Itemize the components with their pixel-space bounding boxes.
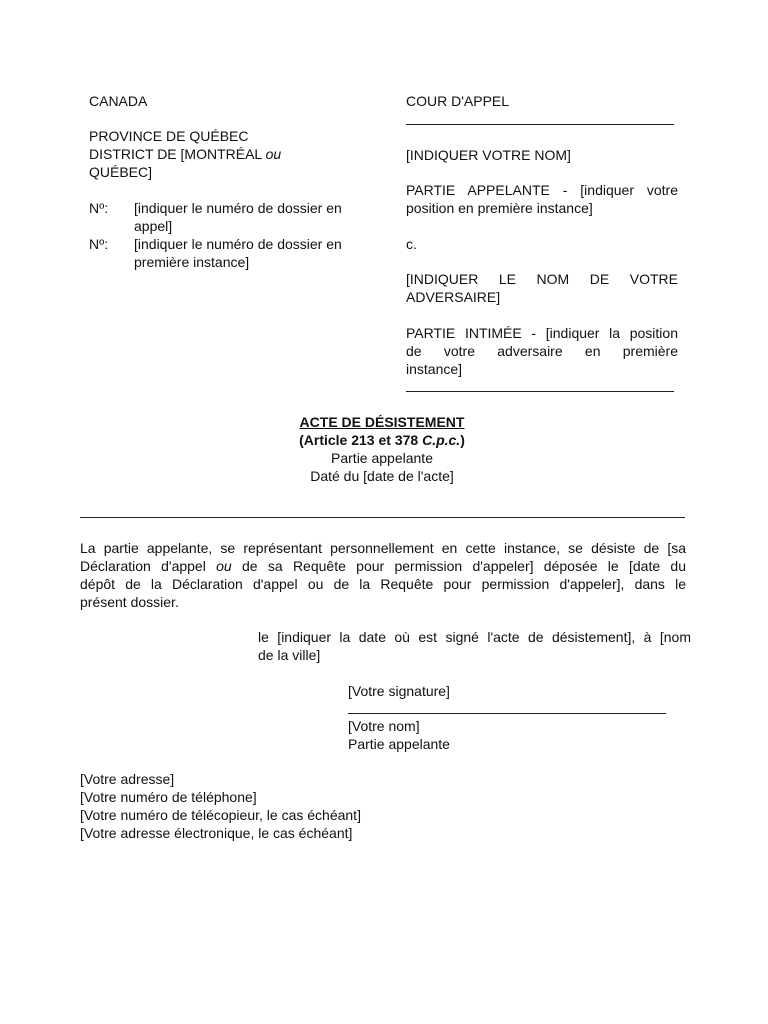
appellant-role: [406, 181, 678, 217]
parties-divider: [406, 391, 674, 392]
court-divider: [406, 124, 674, 125]
title-date: Daté du [date de l'acte]: [310, 468, 454, 484]
signature-line: [348, 713, 666, 714]
file-number-line: [indiquer le numéro de dossier en: [134, 200, 342, 216]
contact-email: [Votre adresse électronique, le cas échéant]: [80, 825, 353, 841]
article-prefix: (Article 213 et 378: [299, 432, 423, 448]
province-label: PROVINCE DE QUÉBEC: [89, 128, 249, 144]
district-prefix: DISTRICT DE [MONTRÉAL: [89, 146, 266, 162]
title-party: Partie appelante: [331, 450, 433, 466]
country-label: CANADA: [89, 93, 148, 109]
file-number-label: Nº:: [89, 236, 109, 252]
appellant-role-line: position en première instance]: [406, 200, 593, 216]
contact-address: [Votre adresse]: [80, 771, 175, 787]
appeal-file-number: [89, 199, 364, 235]
date-place-line: de la ville]: [258, 647, 321, 663]
article-reference: [0, 431, 764, 449]
title-block: [0, 413, 764, 485]
document-title: ACTE DE DÉSISTEMENT: [299, 414, 465, 430]
district-or: ou: [265, 146, 282, 162]
appellant-name: [INDIQUER VOTRE NOM]: [406, 147, 571, 163]
date-place: [258, 628, 691, 664]
paragraph-line: présent dossier.: [80, 594, 179, 610]
paragraph-line: [80, 557, 686, 575]
article-suffix: ): [460, 432, 465, 448]
title-divider: [80, 517, 685, 518]
file-number-label: Nº:: [89, 200, 109, 216]
respondent-role-line: PARTIE INTIMÉE - [indiquer la position: [406, 325, 678, 341]
file-number-line: [indiquer le numéro de dossier en: [134, 236, 342, 252]
paragraph-text: de sa Requête pour permission d'appeler] déposée le [date du: [231, 558, 686, 574]
versus-label: c.: [406, 236, 417, 252]
paragraph-line: La partie appelante, se représentant personnellement en cette instance, se désiste de [sa: [80, 540, 686, 556]
file-number-line: appel]: [134, 218, 173, 234]
first-instance-file-number: [89, 235, 364, 271]
contact-fax: [Votre numéro de télécopieur, le cas échéant]: [80, 807, 361, 823]
respondent-name-line: ADVERSAIRE]: [406, 289, 501, 305]
appellant-role-line: PARTIE APPELANTE - [indiquer votre: [406, 182, 678, 198]
date-place-line: le [indiquer la date où est signé l'acte de désistement], à [nom: [258, 629, 691, 645]
signer-role: Partie appelante: [348, 736, 450, 752]
district-label: [89, 145, 281, 163]
contact-block: [80, 770, 361, 842]
contact-phone: [Votre numéro de téléphone]: [80, 789, 257, 805]
article-code: C.p.c.: [422, 432, 461, 448]
respondent-name: [406, 270, 678, 306]
file-number-text: [134, 199, 364, 235]
file-number-line: première instance]: [134, 254, 250, 270]
paragraph-or: ou: [216, 558, 232, 574]
district-suffix: QUÉBEC]: [89, 164, 153, 180]
respondent-role-line: instance]: [406, 361, 463, 377]
paragraph-text: Déclaration d'appel: [80, 558, 217, 574]
court-label: COUR D'APPEL: [406, 93, 510, 109]
withdrawal-paragraph: [80, 539, 686, 611]
signer-name: [Votre nom]: [348, 718, 420, 734]
signature-placeholder: [Votre signature]: [348, 683, 450, 699]
respondent-name-line: [INDIQUER LE NOM DE VOTRE: [406, 271, 678, 287]
respondent-role: [406, 324, 678, 378]
respondent-role-line: de votre adversaire en première: [406, 343, 678, 359]
file-number-text: [134, 235, 364, 271]
paragraph-line: dépôt de la Déclaration d'appel ou de la Requête pour permission d'appeler], dans le: [80, 576, 686, 592]
